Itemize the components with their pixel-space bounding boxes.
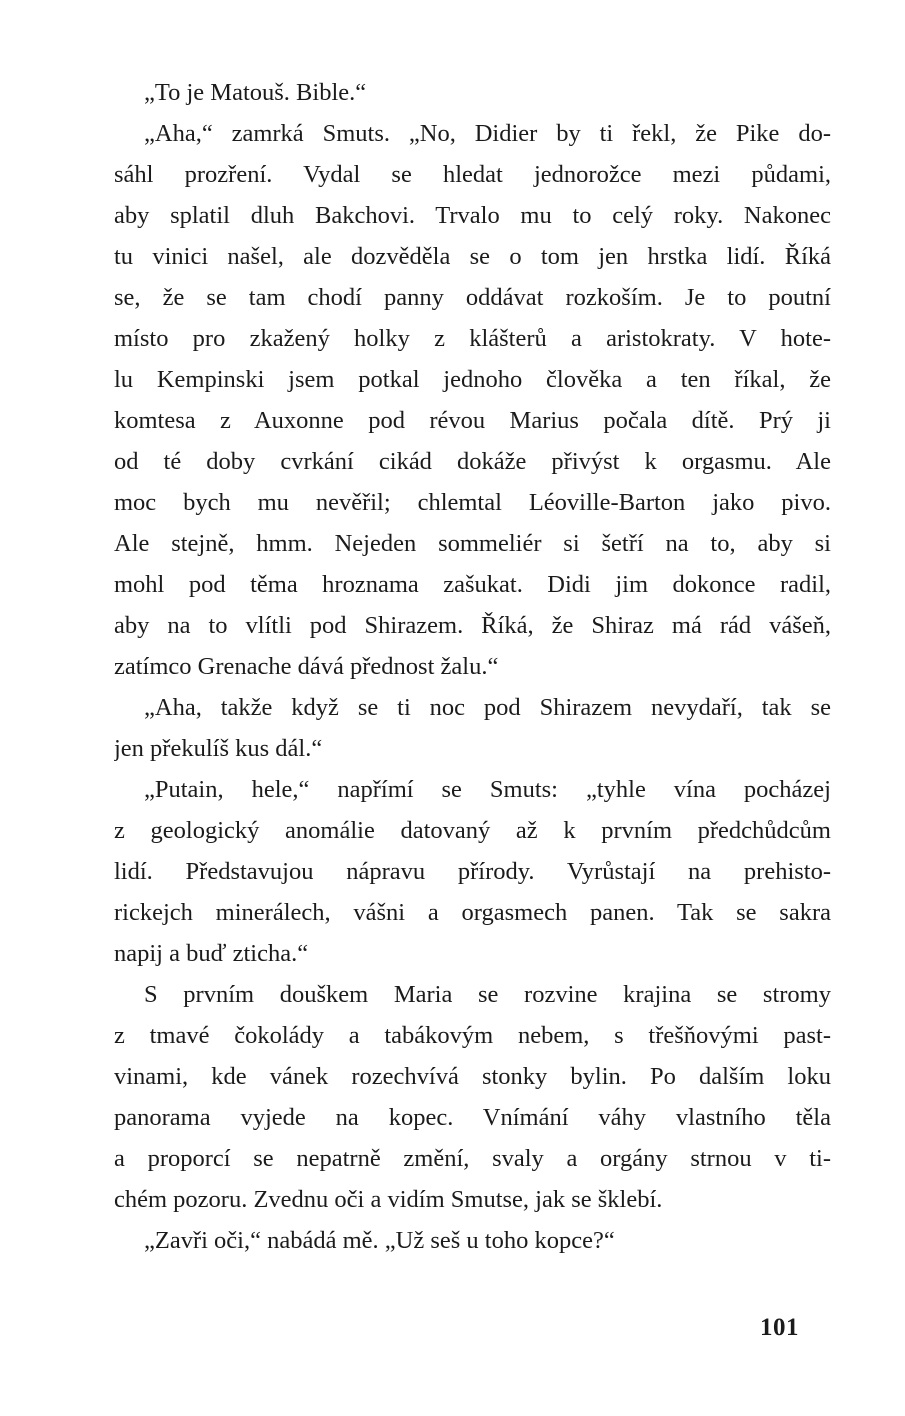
text-line: chém pozoru. Zvednu oči a vidím Smutse, jak se šklebí. <box>114 1186 663 1213</box>
text-line: Ale stejně, hmm. Nejeden sommeliér si šetří na to, aby si <box>114 530 831 557</box>
text-line: vinami, kde vánek rozechvívá stonky bylin. Po dalším loku <box>114 1063 831 1090</box>
text-line: „Aha,“ zamrká Smuts. „No, Didier by ti řekl, že Pike do- <box>144 120 831 147</box>
text-line: mohl pod těma hroznama zašukat. Didi jim dokonce radil, <box>114 571 831 598</box>
text-line: komtesa z Auxonne pod révou Marius počala dítě. Prý ji <box>114 407 831 434</box>
text-line: jen překulíš kus dál.“ <box>114 735 323 762</box>
text-line: lidí. Představujou nápravu přírody. Vyrůstají na prehisto- <box>114 858 831 885</box>
text-line: z tmavé čokolády a tabákovým nebem, s třešňovými past- <box>114 1022 831 1049</box>
text-block <box>114 72 831 1261</box>
text-line: „To je Matouš. Bible.“ <box>144 79 367 106</box>
text-line: se, že se tam chodí panny oddávat rozkoším. Je to poutní <box>114 284 831 311</box>
text-line: „Aha, takže když se ti noc pod Shirazem nevydaří, tak se <box>144 694 831 721</box>
text-line: aby splatil dluh Bakchovi. Trvalo mu to celý roky. Nakonec <box>114 202 831 229</box>
page-number: 101 <box>760 1314 799 1341</box>
text-line: panorama vyjede na kopec. Vnímání váhy vlastního těla <box>114 1104 831 1131</box>
text-line: „Zavři oči,“ nabádá mě. „Už seš u toho kopce?“ <box>144 1227 615 1254</box>
text-line: tu vinici našel, ale dozvěděla se o tom jen hrstka lidí. Říká <box>114 243 831 270</box>
text-line: zatímco Grenache dává přednost žalu.“ <box>114 653 499 680</box>
text-line: místo pro zkažený holky z klášterů a aristokraty. V hote- <box>114 325 831 352</box>
text-line: sáhl prozření. Vydal se hledat jednorožce mezi půdami, <box>114 161 831 188</box>
text-line: aby na to vlítli pod Shirazem. Říká, že Shiraz má rád vášeň, <box>114 612 831 639</box>
text-line: lu Kempinski jsem potkal jednoho člověka a ten říkal, že <box>114 366 831 393</box>
text-line: rickejch minerálech, vášni a orgasmech panen. Tak se sakra <box>114 899 831 926</box>
text-line: moc bych mu nevěřil; chlemtal Léoville-Barton jako pivo. <box>114 489 831 516</box>
text-line: od té doby cvrkání cikád dokáže přivýst k orgasmu. Ale <box>114 448 831 475</box>
text-line: a proporcí se nepatrně změní, svaly a orgány strnou v ti- <box>114 1145 831 1172</box>
text-line: napij a buď zticha.“ <box>114 940 309 967</box>
text-line: „Putain, hele,“ napřímí se Smuts: „tyhle vína pocházej <box>144 776 831 803</box>
text-line: z geologický anomálie datovaný až k prvním předchůdcům <box>114 817 831 844</box>
text-line: S prvním douškem Maria se rozvine krajina se stromy <box>144 981 831 1008</box>
